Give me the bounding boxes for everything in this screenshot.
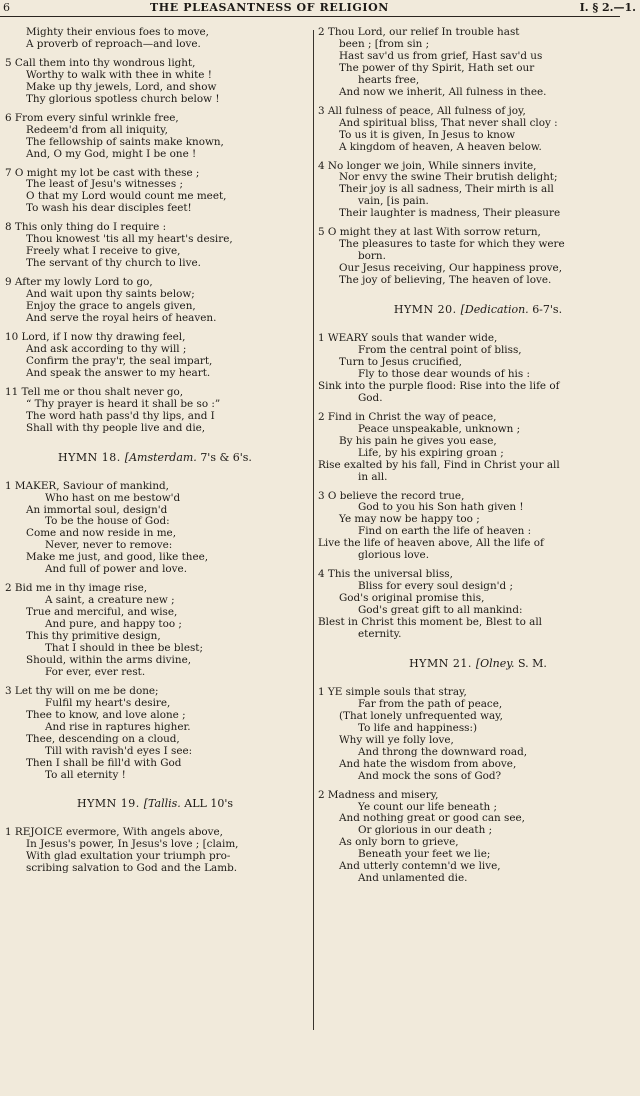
hymn-line: Thou knowest 'tis all my heart's desire, xyxy=(26,234,233,246)
stanza-gap xyxy=(5,51,305,58)
stanza-gap xyxy=(5,679,305,686)
hymn-line: Come and now reside in me, xyxy=(26,528,176,540)
running-header xyxy=(0,0,640,16)
hymn-line: And nothing great or good can see, xyxy=(339,813,525,825)
hymn-line: vain, [is pain. xyxy=(358,196,429,208)
hymn-line: 1 WEARY souls that wander wide, xyxy=(318,333,498,345)
hymn-line: 10 Lord, if I now thy drawing feel, xyxy=(5,331,186,343)
hymn-line: A proverb of reproach—and love. xyxy=(26,38,201,50)
hymn-line: Turn to Jesus crucified, xyxy=(339,356,462,368)
hymn-line: been ; [from sin ; xyxy=(339,38,430,50)
stanza-gap xyxy=(5,106,305,113)
stanza-gap xyxy=(318,287,638,303)
hymn-line: Hast sav'd us from grief, Hast sav'd us xyxy=(339,50,543,62)
stanza-gap xyxy=(318,641,638,657)
hymn-number: HYMN 18. xyxy=(58,450,125,464)
hymn-line: 11 Tell me or thou shalt never go, xyxy=(5,386,184,398)
hymn-tune: [Olney. xyxy=(475,656,518,670)
hymn-heading xyxy=(318,657,638,671)
hymn-line: 1 MAKER, Saviour of mankind, xyxy=(5,480,169,492)
hymn-line: To all eternity ! xyxy=(45,769,126,781)
hymn-line: 3 All fulness of peace, All fulness of joy, xyxy=(318,105,526,117)
hymn-line: And wait upon thy saints below; xyxy=(26,289,195,301)
hymn-tune: [Dedication. xyxy=(460,303,533,317)
hymn-line: And full of power and love. xyxy=(45,564,188,576)
hymn-line: Live the life of heaven above, All the life of xyxy=(318,538,544,550)
hymn-line: And hate the wisdom from above, xyxy=(339,758,517,770)
hymn-line: eternity. xyxy=(358,628,402,640)
hymn-line: God to you his Son hath given ! xyxy=(358,502,524,514)
hymn-line: O that my Lord would count me meet, xyxy=(26,191,227,203)
hymn-line: And spiritual bliss, That never shall cloy : xyxy=(339,117,558,129)
hymn-line: Then I shall be fill'd with God xyxy=(26,757,182,769)
hymn-line: Confirm the pray'r, the seal impart, xyxy=(26,355,213,367)
stanza-gap xyxy=(5,325,305,332)
hymn-line: With glad exultation your triumph pro- xyxy=(26,851,231,863)
stanza-gap xyxy=(5,380,305,387)
hymn-line: Who hast on me bestow'd xyxy=(45,492,181,504)
hymn-line: True and merciful, and wise, xyxy=(26,607,178,619)
hymn-line: And, O my God, might I be one ! xyxy=(26,148,197,160)
hymn-line: The fellowship of saints make known, xyxy=(26,136,224,148)
hymn-line: And ask according to thy will ; xyxy=(26,343,187,355)
column-divider xyxy=(313,30,314,1030)
hymn-line: 2 Madness and misery, xyxy=(318,789,439,801)
hymn-line: hearts free, xyxy=(358,74,420,86)
stanza-gap xyxy=(318,671,638,687)
hymn-line: Make up thy jewels, Lord, and show xyxy=(26,81,217,93)
hymn-line: And rise in raptures higher. xyxy=(45,721,191,733)
hymn-line: 1 REJOICE evermore, With angels above, xyxy=(5,827,223,839)
hymn-line: And now we inherit, All fulness in thee. xyxy=(339,86,547,98)
hymn-line: Should, within the arms divine, xyxy=(26,654,192,666)
hymn-line: Why will ye folly love, xyxy=(339,734,454,746)
hymn-line: The joy of believing, The heaven of love. xyxy=(339,275,552,287)
hymn-line: 7 O might my lot be cast with these ; xyxy=(5,167,200,179)
hymn-line: “ Thy prayer is heard it shall be so :” xyxy=(26,398,221,410)
hymn-line: A kingdom of heaven, A heaven below. xyxy=(339,141,542,153)
hymn-line: God's original promise this, xyxy=(339,593,485,605)
left-column xyxy=(5,27,305,875)
hymn-line: Far from the path of peace, xyxy=(358,698,503,710)
hymn-line: Bliss for every soul design'd ; xyxy=(358,581,513,593)
hymn-line: Mighty their envious foes to move, xyxy=(26,27,209,38)
hymn-line: Ye may now be happy too ; xyxy=(339,514,480,526)
hymn-line: By his pain he gives you ease, xyxy=(339,435,497,447)
hymn-line: Make me just, and good, like thee, xyxy=(26,552,209,564)
hymn-line: Till with ravish'd eyes I see: xyxy=(45,745,193,757)
hymn-line: 3 Let thy will on me be done; xyxy=(5,685,159,697)
hymn-line: Find on earth the life of heaven : xyxy=(358,526,532,538)
hymn-line: 5 Call them into thy wondrous light, xyxy=(5,57,196,69)
hymn-meter: ALL 10's xyxy=(184,797,233,811)
hymn-line: The word hath pass'd thy lips, and I xyxy=(26,410,215,422)
stanza-gap xyxy=(5,161,305,168)
hymn-number: HYMN 21. xyxy=(409,656,476,670)
stanza-gap xyxy=(5,435,305,451)
hymn-line: 3 O believe the record true, xyxy=(318,490,465,502)
hymn-line: Thy glorious spotless church below ! xyxy=(26,93,220,105)
hymn-meter: S. M. xyxy=(518,656,547,670)
hymn-line: in all. xyxy=(358,471,388,483)
hymn-line: 4 This the universal bliss, xyxy=(318,569,453,581)
hymn-line: The pleasures to taste for which they were xyxy=(339,239,565,251)
hymn-line: Our Jesus receiving, Our happiness prove, xyxy=(339,263,563,275)
hymn-line: Never, never to remove: xyxy=(45,540,173,552)
hymn-line: Freely what I receive to give, xyxy=(26,246,181,258)
hymn-line: Blest in Christ this moment be, Blest to all xyxy=(318,617,542,629)
hymn-line: Rise exalted by his fall, Find in Christ your all xyxy=(318,459,560,471)
stanza-gap xyxy=(5,270,305,277)
hymn-meter: 6-7's. xyxy=(532,303,563,317)
stanza-gap xyxy=(318,220,638,227)
hymn-line: And pure, and happy too ; xyxy=(45,619,182,631)
hymn-tune: [Tallis. xyxy=(143,797,185,811)
hymn-line: And utterly contemn'd we live, xyxy=(339,861,501,873)
hymn-line: Life, by his expiring groan ; xyxy=(358,447,504,459)
hymn-number: HYMN 20. xyxy=(393,303,461,317)
hymn-line: Peace unspeakable, unknown ; xyxy=(358,423,521,435)
hymn-line: 1 YE simple souls that stray, xyxy=(318,686,467,698)
hymn-line: Enjoy the grace to angels given, xyxy=(26,301,196,313)
hymn-line: That I should in thee be blest; xyxy=(45,642,203,654)
stanza-gap xyxy=(318,562,638,569)
hymn-line: God. xyxy=(358,392,383,404)
hymn-line: And mock the sons of God? xyxy=(358,770,502,782)
hymn-line: born. xyxy=(358,251,386,263)
hymn-line: The least of Jesu's witnesses ; xyxy=(26,179,183,191)
hymn-heading xyxy=(5,451,305,465)
stanza-gap xyxy=(318,783,638,790)
hymn-line: Or glorious in our death ; xyxy=(358,825,493,837)
stanza-gap xyxy=(318,317,638,333)
hymn-line: Their joy is all sadness, Their mirth is all xyxy=(339,184,554,196)
hymn-line: And speak the answer to my heart. xyxy=(26,367,211,379)
hymn-line: And serve the royal heirs of heaven. xyxy=(26,313,217,325)
hymn-heading xyxy=(5,797,305,811)
hymn-line: An immortal soul, design'd xyxy=(26,504,168,516)
hymn-line: Ye count our life beneath ; xyxy=(358,801,498,813)
hymn-line: 2 Find in Christ the way of peace, xyxy=(318,411,497,423)
hymn-line: From the central point of bliss, xyxy=(358,345,522,357)
hymn-line: And unlamented die. xyxy=(358,873,468,885)
hymn-line: 4 No longer we join, While sinners invite, xyxy=(318,160,537,172)
section-reference: I. § 2.—1. xyxy=(579,1,636,14)
hymn-line: Redeem'd from all iniquity, xyxy=(26,124,168,136)
hymn-line: Thee, descending on a cloud, xyxy=(26,733,180,745)
hymn-line: To life and happiness:) xyxy=(358,722,478,734)
hymn-line: Their laughter is madness, Their pleasure xyxy=(339,208,561,220)
page-number: 6 xyxy=(3,1,10,14)
hymn-meter: 7's & 6's. xyxy=(200,450,252,464)
hymn-tune: [Amsterdam. xyxy=(124,450,201,464)
hymn-line: Nor envy the swine Their brutish delight; xyxy=(339,172,558,184)
hymn-line: Fulfil my heart's desire, xyxy=(45,697,171,709)
header-rule xyxy=(0,16,620,17)
hymn-line: Sink into the purple flood: Rise into the life of xyxy=(318,380,560,392)
hymn-line: scribing salvation to God and the Lamb. xyxy=(26,863,238,875)
hymn-line: 9 After my lowly Lord to go, xyxy=(5,277,153,289)
hymn-line: Fly to those dear wounds of his : xyxy=(358,368,530,380)
hymn-line: For ever, ever rest. xyxy=(45,666,146,678)
stanza-gap xyxy=(5,576,305,583)
hymn-heading xyxy=(318,303,638,317)
hymn-line: 5 O might they at last With sorrow return, xyxy=(318,227,541,239)
stanza-gap xyxy=(5,465,305,481)
hymn-line: (That lonely unfrequented way, xyxy=(339,710,503,722)
hymn-line: And throng the downward road, xyxy=(358,746,528,758)
page-title: THE PLEASANTNESS OF RELIGION xyxy=(150,1,389,14)
stanza-gap xyxy=(318,484,638,491)
hymn-line: A saint, a creature new ; xyxy=(45,595,175,607)
right-column xyxy=(318,27,638,885)
hymn-line: God's great gift to all mankind: xyxy=(358,605,523,617)
stanza-gap xyxy=(318,405,638,412)
hymn-line: To wash his dear disciples feet! xyxy=(26,203,192,215)
hymn-line: Worthy to walk with thee in white ! xyxy=(26,69,212,81)
hymn-line: 2 Bid me in thy image rise, xyxy=(5,583,148,595)
hymn-number: HYMN 19. xyxy=(77,797,144,811)
hymn-line: As only born to grieve, xyxy=(339,837,459,849)
stanza-gap xyxy=(5,781,305,797)
stanza-gap xyxy=(5,215,305,222)
stanza-gap xyxy=(318,99,638,106)
hymn-line: Thee to know, and love alone ; xyxy=(26,709,186,721)
hymn-line: Beneath your feet we lie; xyxy=(358,849,491,861)
hymn-line: The power of thy Spirit, Hath set our xyxy=(339,62,535,74)
hymn-line: 2 Thou Lord, our relief In trouble hast xyxy=(318,27,520,38)
hymn-line: 8 This only thing do I require : xyxy=(5,222,167,234)
hymn-line: To us it is given, In Jesus to know xyxy=(339,129,516,141)
hymn-line: glorious love. xyxy=(358,550,430,562)
hymn-line: Shall with thy people live and die, xyxy=(26,422,206,434)
stanza-gap xyxy=(318,154,638,161)
hymn-line: The servant of thy church to live. xyxy=(26,258,201,270)
hymn-line: To be the house of God: xyxy=(45,516,170,528)
hymn-line: In Jesus's power, In Jesus's love ; [claim, xyxy=(26,839,239,851)
stanza-gap xyxy=(5,811,305,827)
hymn-line: 6 From every sinful wrinkle free, xyxy=(5,112,179,124)
hymn-line: This thy primitive design, xyxy=(26,631,161,643)
